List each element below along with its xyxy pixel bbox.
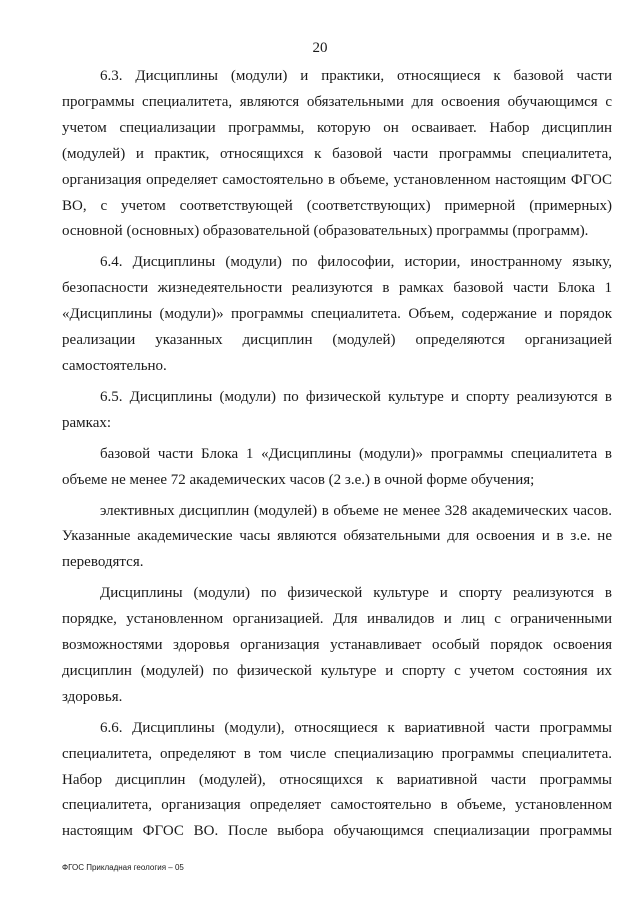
paragraph-physical-culture-order: Дисциплины (модули) по физической культуре и спорту реализуются в порядке, установленном организацией. Для инвалидов и лиц с ограниченными возможностями здоровья организация устанавливает особый порядок освоения дисциплин (модулей) по физической культуре и спорту с учетом состояния их здоровья. bbox=[62, 585, 612, 705]
page-footer: ФГОС Прикладная геология – 05 bbox=[62, 863, 184, 872]
paragraph-6-5-base-part: базовой части Блока 1 «Дисциплины (модули)» программы специалитета в объеме не менее 72 академических часов (2 з.е.) в очной форме обучения; bbox=[62, 445, 612, 488]
paragraph-6-4: 6.4. Дисциплины (модули) по философии, истории, иностранному языку, безопасности жизнедеятельности реализуются в рамках базовой части Блока 1 «Дисциплины (модули)» программы специалитета. Объем, содержание и порядок реализации указанных дисциплин (модулей) определяются организацией самостоятельно. bbox=[62, 254, 612, 374]
paragraph-6-5-elective: элективных дисциплин (модулей) в объеме не менее 328 академических часов. Указанные академические часы являются обязательными для освоения и в з.е. не переводятся. bbox=[62, 502, 612, 571]
document-body bbox=[62, 64, 612, 850]
paragraph-6-3: 6.3. Дисциплины (модули) и практики, относящиеся к базовой части программы специалитета, являются обязательными для освоения обучающимся с учетом специализации программы, которую он осваивает. Набор дисциплин (модулей) и практик, относящихся к базовой части программы специалитета, организация определяет самостоятельно в объеме, установленном настоящим ФГОС ВО, с учетом соответствующей (соответствующих) примерной (примерных) основной (основных) образовательной (образовательных) программы (программ). bbox=[62, 68, 612, 240]
paragraph-6-6: 6.6. Дисциплины (модули), относящиеся к вариативной части программы специалитета, определяют в том числе специализацию программы специалитета. Набор дисциплин (модулей), относящихся к вариативной части программы специалитета, организация определяет самостоятельно в объеме, установленном настоящим ФГОС ВО. После выбора обучающимся специализации программы bbox=[62, 719, 612, 840]
page-number: 20 bbox=[312, 40, 328, 56]
paragraph-6-5: 6.5. Дисциплины (модули) по физической культуре и спорту реализуются в рамках: bbox=[62, 388, 612, 431]
